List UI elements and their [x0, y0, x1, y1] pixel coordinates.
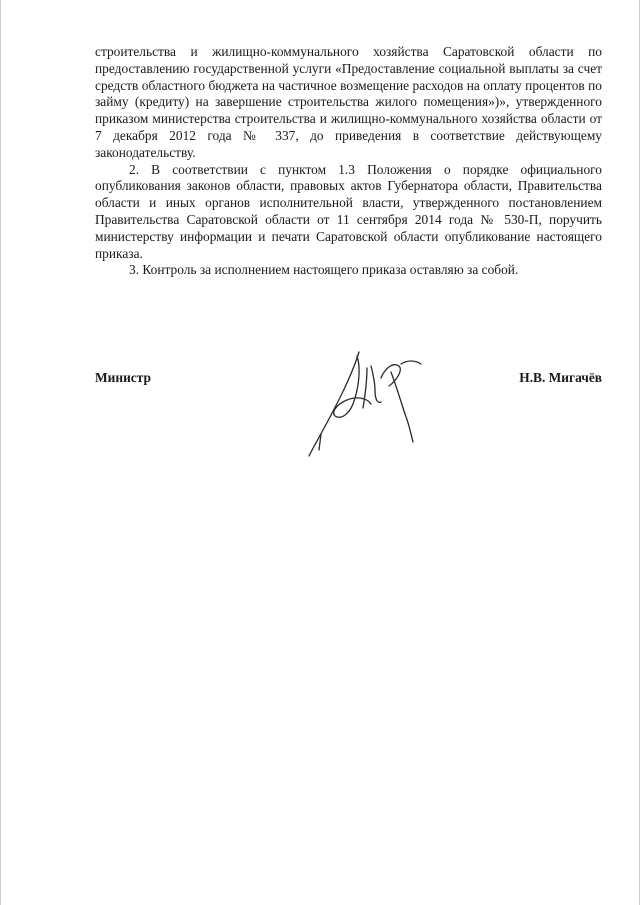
paragraph-3: 3. Контроль за исполнением настоящего приказа оставляю за собой.: [129, 262, 519, 278]
signatory-title: Министр: [95, 370, 151, 385]
handwritten-signature: [301, 338, 431, 463]
document-body: [95, 44, 602, 279]
paragraph-continuation: строительства и жилищно-коммунального хозяйства Саратовской области по предоставлению государственной услуги «Предоставление социальной выплаты за счет средств областного бюджета на частичное возмещение расходов на оплату процентов по займу (кредиту) на завершение строительства жилого помещения»)», утвержденного приказом министерства строительства и жилищно-коммунального хозяйства области от 7 декабря 2012 года № 337, до приведения в соответствие действующему законодательству.: [95, 44, 602, 160]
signatory-name: Н.В. Мигачёв: [519, 370, 602, 385]
paragraph-2: 2. В соответствии с пунктом 1.3 Положения о порядке официального опубликования законов области, правовых актов Губернатора области, Правительства области и иных органов исполнительной власти, утвержденного постановлением Правительства Саратовской области от 11 сентября 2014 года № 530-П, поручить министерству информации и печати Саратовской области опубликование настоящего приказа.: [95, 161, 602, 261]
